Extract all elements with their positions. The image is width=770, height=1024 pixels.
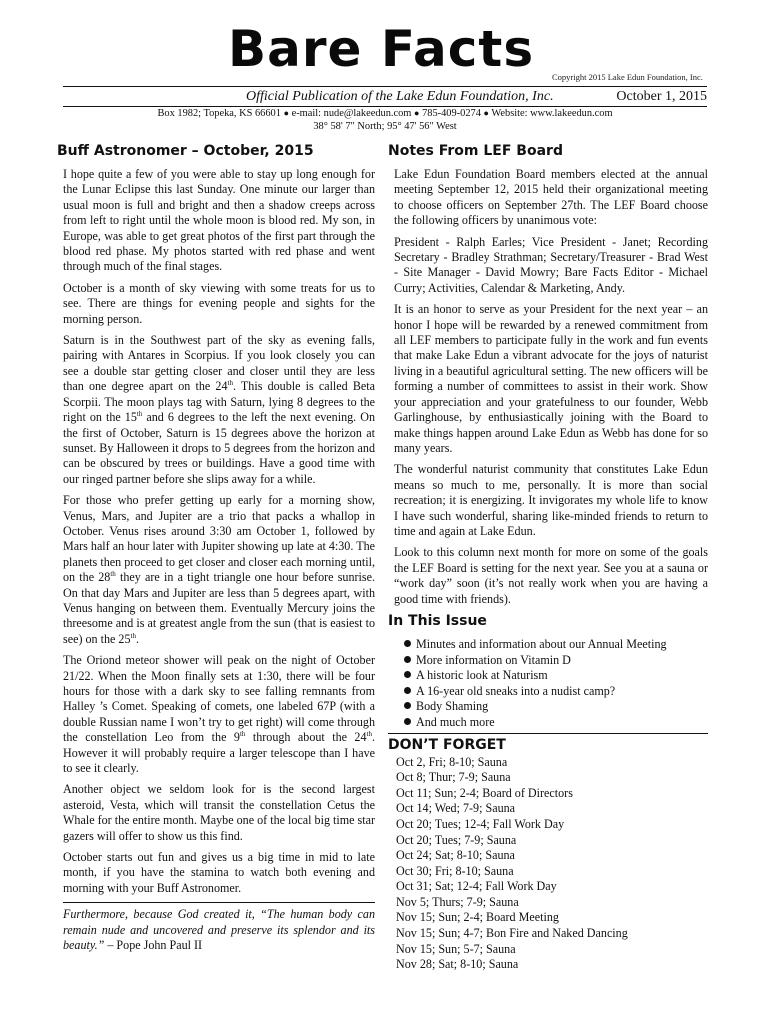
list-item: Minutes and information about our Annual Meeting <box>404 637 708 653</box>
event-item: Oct 30; Fri; 8-10; Sauna <box>396 863 514 878</box>
astronomer-paragraph: The Oriond meteor shower will peak on the night of October 21/22. When the Moon finally sets at 1:30, there will be four hours for those with a dark sky to see falling remnants from Halley ’s Comet. Speaking of comets, one labeled 67P (with a double Russian name I won’t try to get right) will come through the constellation Leo from the 9th through about the 24th. However it will probably require a larger telescope than I have to see it clearly. <box>63 653 376 776</box>
list-item: Body Shaming <box>404 699 708 715</box>
bullet-icon <box>404 718 411 725</box>
in-this-issue-heading: In This Issue <box>388 612 487 629</box>
event-item: Oct 14; Wed; 7-9; Sauna <box>396 801 516 816</box>
masthead <box>0 14 770 82</box>
list-item: More information on Vitamin D <box>404 653 708 669</box>
event-item: Oct 11; Sun; 2-4; Board of Directors <box>396 785 573 800</box>
notes-paragraph: The wonderful naturist community that constitutes Lake Edun means so much to me, personally. It is more than social recreation; it is energizing. It invigorates my whole life to know I have such wonderful, sharing like-minded friends to return to time and again at Lake Edun. <box>394 462 708 538</box>
astronomer-paragraph: Another object we seldom look for is the second largest asteroid, Vesta, which will transit the constellation Cetus the Whale for the entire month. Maybe one of the local big time star gazers will offer to show us this find. <box>63 782 375 843</box>
event-item: Oct 20; Tues; 7-9; Sauna <box>396 832 517 847</box>
astronomer-paragraph: October is a month of sky viewing with some treats for us to see. There are things for evening people and sights for the morning person. <box>63 280 375 326</box>
email-address: e-mail: nude@lakeedun.com <box>291 108 412 119</box>
closing-quote: Furthermore, because God created it, “The human body can remain nude and uncovered and preserve its splendor and its beauty.” – Pope John Paul II <box>63 902 375 953</box>
issue-list-wrapper <box>388 637 708 734</box>
events-list <box>396 755 708 973</box>
publication-line <box>63 89 707 107</box>
postal-address: Box 1982; Topeka, KS 66601 <box>157 108 281 119</box>
website: Website: www.lakeedun.com <box>491 108 613 119</box>
masthead-rule-top <box>63 86 707 87</box>
bullet-icon <box>404 656 411 663</box>
notes-paragraph: Look to this column next month for more on some of the goals the LEF Board is setting for the next year. See you at a sauna or “work day” soon (it’s not really work when you are having a good time with friends). <box>394 545 708 606</box>
quote-author: – Pope John Paul II <box>104 938 203 953</box>
notes-paragraph: It is an honor to serve as your President for the next year – an honor I hope will be rewarded by a renewed commitment from all LEF members to participate fully in the work and fun events that make Lake Edun a vibrant advocate for the joys of naturist living in a beautiful agricultural setting. The new officers will be forming a number of committees to assist in their work. Show your appreciation and your gratefulness to our founder, Webb Garlinghouse, by enthusiastically joining with the Board to make things happen around Lake Edun as Webb has done for so many years. <box>394 302 708 455</box>
astronomer-paragraph: Saturn is in the Southwest part of the sky as evening falls, pairing with Antares in Scorpius. If you look closely you can see a double star getting closer and closer until they are less than one degree apart on the 24th. This double is called Beta Scorpii. The moon plays tag with Saturn, lying 8 degrees to the right on the 15th and 6 degrees to the left the next evening. On the first of October, Saturn is 15 degrees above the horizon at sunset. By Halloween it drops to 5 degrees from the horizon and can be obscured by trees or buildings. Have a good time with our ringed partner before she slips away for a while. <box>63 333 376 486</box>
event-item: Nov 15; Sun; 2-4; Board Meeting <box>396 910 559 925</box>
contact-info <box>63 107 707 133</box>
bullet-icon <box>404 671 411 678</box>
coordinates: 38° 58' 7" North; 95° 47' 56" West <box>313 121 457 132</box>
astronomer-paragraph: For those who prefer getting up early for a morning show, Venus, Mars, and Jupiter are a trio that packs a whallop in October. Venus rises around 3:30 am October 1, followed by Mars half an hour later with Jupiter showing up late at 4:30. The planets then proceed to get closer and closer each morning until, on the 28th they are in a tight triangle one hour before sunrise. On that day Mars and Jupiter are less than 5 degrees apart, with Venus hanging on between them. Eventually Mercury joins the threesome and is at greatest angle from the sun (that is easiest to see) on the 25th. <box>63 493 375 646</box>
bullet-icon <box>404 687 411 694</box>
event-item: Oct 31; Sat; 12-4; Fall Work Day <box>396 879 557 894</box>
astronomer-column <box>57 143 375 960</box>
notes-paragraph: President - Ralph Earles; Vice President - Janet; Recording Secretary - Bradley Strathman; Secretary/Treasurer - Brad West - Site Manager - David Mowry; Bare Facts Editor - Michael Curry; Activities, Calendar & Marketing, Andy. <box>394 234 708 295</box>
event-item: Oct 20; Tues; 12-4; Fall Work Day <box>396 816 565 831</box>
bullet-icon: ● <box>414 108 420 118</box>
right-column <box>388 143 708 973</box>
bullet-icon <box>404 702 411 709</box>
notes-paragraph: Lake Edun Foundation Board members elected at the annual meeting September 12, 2015 held their organizational meeting to choose officers on September 27th. The LEF Board choose the following officers by unanimous vote: <box>394 167 708 228</box>
astronomer-heading: Buff Astronomer – October, 2015 <box>57 143 314 159</box>
event-item: Nov 5; Thurs; 7-9; Sauna <box>396 894 519 909</box>
list-item: And much more <box>404 715 708 731</box>
astronomer-paragraph: October starts out fun and gives us a big time in mid to late month, if you have the stamina to watch both evening and morning with your Buff Astronomer. <box>63 850 375 895</box>
event-item: Oct 8; Thur; 7-9; Sauna <box>396 770 511 785</box>
list-item: A historic look at Naturism <box>404 668 708 684</box>
bullet-icon <box>404 640 411 647</box>
issue-list <box>404 637 708 731</box>
publication-title: Official Publication of the Lake Edun Foundation, Inc. <box>246 89 554 104</box>
astronomer-paragraph: I hope quite a few of you were able to stay up long enough for the Lunar Eclipse this last Sunday. One minute our larger than usual moon is full and bright and then a shadow creeps across from left to right until the whole moon is blood red. My son, in Europe, was able to get great photos of the first part through the blood red phase. My photos started with red phase and went through much of the final stages. <box>63 167 375 274</box>
dont-forget-heading: DON’T FORGET <box>388 736 506 753</box>
issue-date: October 1, 2015 <box>616 89 707 104</box>
notes-heading: Notes From LEF Board <box>388 143 563 159</box>
event-item: Nov 15; Sun; 4-7; Bon Fire and Naked Dancing <box>396 926 628 941</box>
phone-number: 785-409-0274 <box>422 108 481 119</box>
bullet-icon: ● <box>483 108 489 118</box>
event-item: Oct 2, Fri; 8-10; Sauna <box>396 754 508 769</box>
event-item: Nov 28; Sat; 8-10; Sauna <box>396 957 519 972</box>
event-item: Oct 24; Sat; 8-10; Sauna <box>396 848 515 863</box>
copyright-notice: Copyright 2015 Lake Edun Foundation, Inc. <box>552 72 703 82</box>
bullet-icon: ● <box>283 108 289 118</box>
newsletter-title: Bare Facts <box>228 20 535 78</box>
list-item: A 16-year old sneaks into a nudist camp? <box>404 684 708 700</box>
event-item: Nov 15; Sun; 5-7; Sauna <box>396 941 516 956</box>
